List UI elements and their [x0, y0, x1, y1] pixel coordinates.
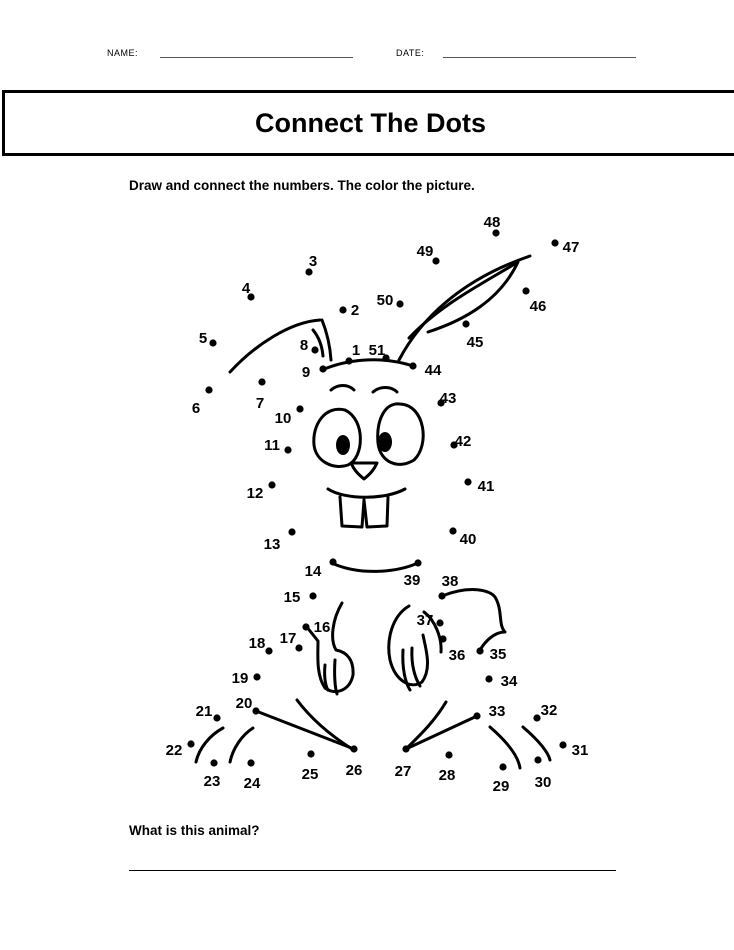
dot-50: [396, 300, 403, 307]
dot-11: [284, 446, 291, 453]
dot-label-48: 48: [483, 213, 501, 231]
dot-label-18: 18: [248, 634, 266, 652]
dot-23: [210, 759, 217, 766]
dot-label-9: 9: [301, 363, 311, 381]
dot-31: [559, 741, 566, 748]
dot-label-15: 15: [283, 588, 301, 606]
dot-label-17: 17: [279, 629, 297, 647]
dot-22: [187, 740, 194, 747]
dot-label-24: 24: [243, 774, 261, 792]
dot-24: [247, 759, 254, 766]
dot-label-35: 35: [489, 645, 507, 663]
dot-36: [439, 635, 446, 642]
dot-label-28: 28: [438, 766, 456, 784]
instructions: Draw and connect the numbers. The color the picture.: [129, 178, 475, 193]
dot-5: [209, 339, 216, 346]
dot-label-11: 11: [264, 436, 280, 454]
dot-34: [485, 675, 492, 682]
dot-14: [329, 558, 336, 565]
dot-label-6: 6: [191, 399, 201, 417]
dot-label-44: 44: [424, 361, 442, 379]
dot-label-42: 42: [454, 432, 472, 450]
dot-12: [268, 481, 275, 488]
dot-26: [350, 745, 357, 752]
date-label: DATE:: [396, 48, 425, 58]
dot-label-33: 33: [488, 702, 506, 720]
question: What is this animal?: [129, 823, 260, 838]
dot-label-32: 32: [540, 701, 558, 719]
dot-label-21: 21: [195, 702, 213, 720]
dot-label-41: 41: [477, 477, 495, 495]
numbered-dots: [166, 214, 589, 795]
dot-16: [302, 623, 309, 630]
dot-39: [414, 559, 421, 566]
dot-label-3: 3: [308, 252, 318, 270]
dot-21: [213, 714, 220, 721]
dot-47: [551, 239, 558, 246]
dot-label-1: 1: [351, 341, 361, 359]
dot-2: [339, 306, 346, 313]
dot-label-45: 45: [466, 333, 484, 351]
dot-19: [253, 673, 260, 680]
dot-label-30: 30: [534, 773, 552, 791]
dot-28: [445, 751, 452, 758]
dot-label-40: 40: [459, 530, 477, 548]
dot-17: [295, 644, 302, 651]
dot-label-7: 7: [255, 394, 265, 412]
dot-label-27: 27: [394, 762, 412, 780]
dot-7: [258, 378, 265, 385]
dot-label-34: 34: [500, 672, 518, 690]
dot-label-14: 14: [304, 562, 322, 580]
dot-49: [432, 257, 439, 264]
dot-45: [462, 320, 469, 327]
dot-label-8: 8: [299, 336, 309, 354]
dot-label-46: 46: [529, 297, 547, 315]
dot-9: [319, 365, 326, 372]
dot-label-31: 31: [571, 741, 589, 759]
dot-label-12: 12: [246, 484, 264, 502]
dot-30: [534, 756, 541, 763]
dot-37: [436, 619, 443, 626]
dot-13: [288, 528, 295, 535]
dot-label-16: 16: [313, 618, 331, 636]
dot-label-38: 38: [441, 572, 459, 590]
dot-label-39: 39: [403, 571, 421, 589]
dot-label-50: 50: [376, 291, 394, 309]
dot-label-19: 19: [231, 669, 249, 687]
dot-33: [473, 712, 480, 719]
dot-label-29: 29: [492, 777, 510, 795]
dot-label-10: 10: [274, 409, 292, 427]
dot-label-47: 47: [562, 238, 580, 256]
dot-40: [449, 527, 456, 534]
dot-label-22: 22: [165, 741, 183, 759]
dot-38: [438, 592, 445, 599]
dot-label-4: 4: [241, 279, 251, 297]
dot-label-49: 49: [416, 242, 434, 260]
dot-label-2: 2: [350, 301, 360, 319]
dot-25: [307, 750, 314, 757]
dot-label-5: 5: [198, 329, 208, 347]
bunny-outline: [196, 256, 550, 768]
dot-label-36: 36: [448, 646, 466, 664]
dot-label-13: 13: [263, 535, 281, 553]
dot-18: [265, 647, 272, 654]
page-title: Connect The Dots: [254, 107, 486, 138]
dot-27: [402, 745, 409, 752]
answer-line[interactable]: [129, 870, 616, 871]
dot-label-25: 25: [301, 765, 319, 783]
dot-41: [464, 478, 471, 485]
dot-46: [522, 287, 529, 294]
dot-10: [296, 405, 303, 412]
dot-label-37: 37: [416, 611, 434, 629]
dot-label-26: 26: [345, 761, 363, 779]
dot-20: [252, 707, 259, 714]
dot-15: [309, 592, 316, 599]
dot-35: [476, 647, 483, 654]
dot-label-20: 20: [235, 694, 253, 712]
dot-label-51: 51: [368, 341, 386, 359]
dot-44: [409, 362, 416, 369]
dot-32: [533, 714, 540, 721]
dot-label-23: 23: [203, 772, 221, 790]
name-label: NAME:: [107, 48, 139, 58]
dot-29: [499, 763, 506, 770]
dot-6: [205, 386, 212, 393]
dot-8: [311, 346, 318, 353]
dot-label-43: 43: [439, 389, 457, 407]
